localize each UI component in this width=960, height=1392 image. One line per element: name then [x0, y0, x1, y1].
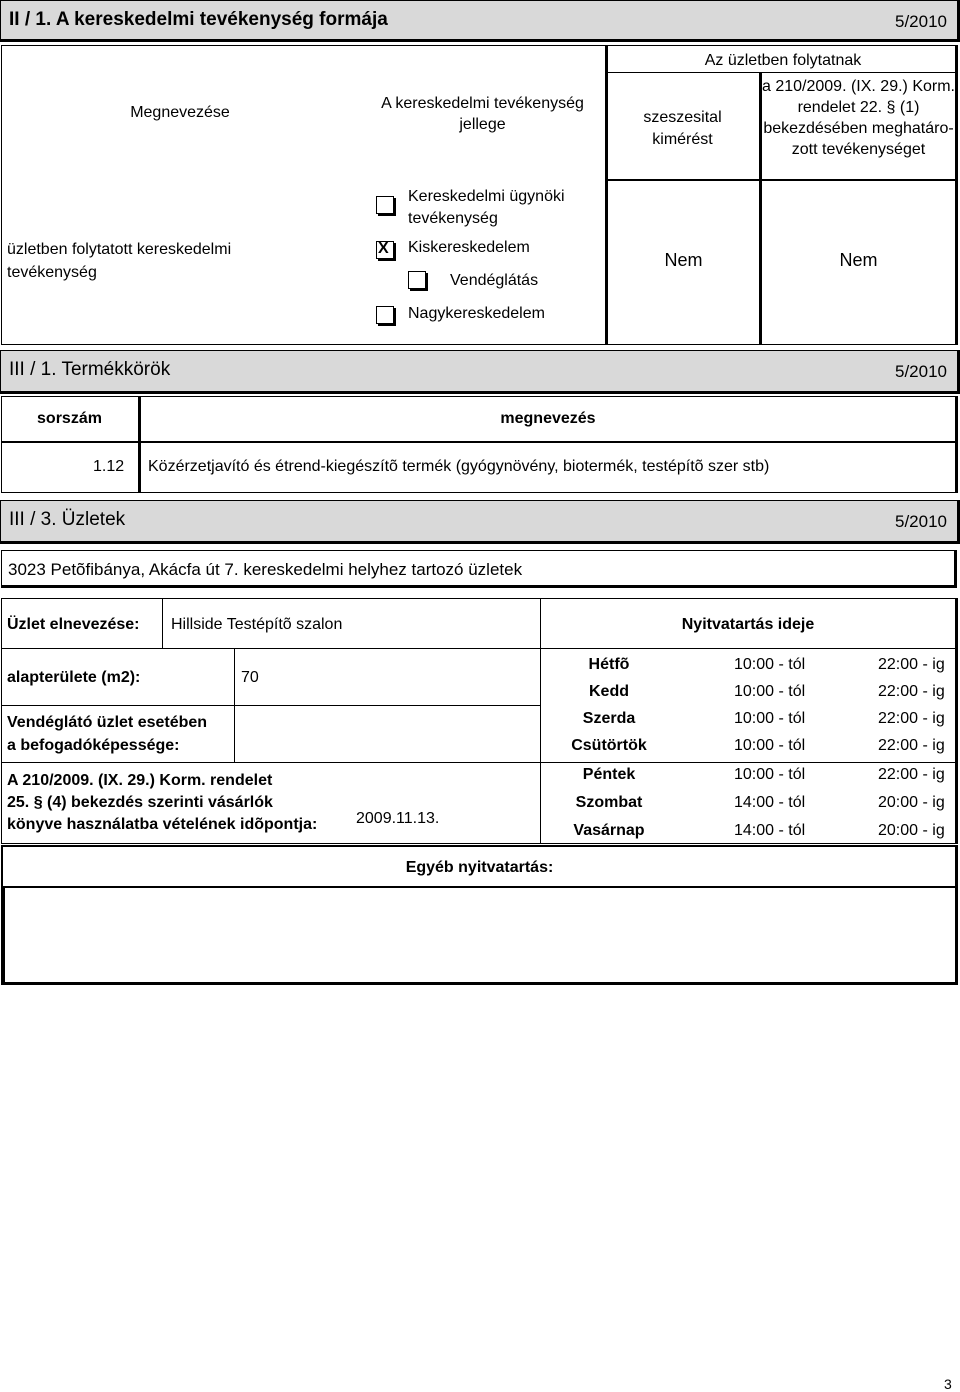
- section-shops-header: [0, 500, 960, 544]
- option-wholesale-checkbox[interactable]: [376, 306, 394, 324]
- products-col-name: megnevezés: [500, 410, 596, 427]
- option-wholesale-label: Nagykereskedelem: [408, 305, 545, 322]
- hours-day-sun: Vasárnap: [573, 822, 645, 839]
- hours-to-fri: 22:00 - ig: [878, 766, 945, 783]
- option-agent-label: Kereskedelmi ügynöki tevékenység: [408, 188, 565, 227]
- section-form-title: II / 1. A kereskedelmi tevékenység formája: [9, 9, 388, 30]
- hours-to-thu: 22:00 - ig: [878, 737, 945, 754]
- opening-hours-title: Nyitvatartás ideje: [681, 616, 815, 633]
- book-label-3: könyve használatba vételének idõpontja:: [7, 816, 318, 833]
- hours-to-tue: 22:00 - ig: [878, 683, 945, 700]
- page-number: 3: [944, 1376, 952, 1392]
- section-shops-title: III / 3. Üzletek: [9, 509, 126, 530]
- section-products-year: 5/2010: [895, 362, 947, 381]
- hours-to-sun: 20:00 - ig: [878, 822, 945, 839]
- col-alcohol-header: szeszesital kimérést: [643, 109, 722, 148]
- hours-from-mon: 10:00 - tól: [734, 656, 806, 673]
- option-catering-label: Vendéglátás: [450, 272, 539, 289]
- capacity-label-1: Vendéglátó üzlet esetében: [7, 714, 208, 731]
- col-name-header: Megnevezése: [130, 104, 230, 121]
- capacity-label-2: a befogadóképessége:: [7, 737, 180, 754]
- hours-day-sat: Szombat: [575, 794, 643, 811]
- col-regulation-header: a 210/2009. (IX. 29.) Korm. rendelet 22. § (1) bekezdésében meghatáro- zott tevékenységet: [762, 78, 955, 158]
- area-label: alapterülete (m2):: [7, 669, 141, 686]
- book-label-1: A 210/2009. (IX. 29.) Korm. rendelet: [7, 772, 273, 789]
- hours-from-thu: 10:00 - tól: [734, 737, 806, 754]
- shop-name-value: Hillside Testépítõ szalon: [171, 616, 343, 633]
- area-value: 70: [241, 669, 259, 686]
- products-row-no: 1.12: [93, 458, 125, 475]
- hours-day-thu: Csütörtök: [571, 737, 647, 754]
- hours-day-tue: Kedd: [589, 683, 629, 700]
- book-date-value: 2009.11.13.: [356, 810, 440, 827]
- hours-day-mon: Hétfõ: [588, 656, 630, 673]
- other-hours-label: Egyéb nyitvatartás:: [405, 859, 554, 876]
- option-retail-checkbox[interactable]: X: [376, 241, 394, 259]
- hours-day-wed: Szerda: [582, 710, 636, 727]
- hours-from-tue: 10:00 - tól: [734, 683, 806, 700]
- hours-to-sat: 20:00 - ig: [878, 794, 945, 811]
- hours-from-fri: 10:00 - tól: [734, 766, 806, 783]
- hours-from-sat: 14:00 - tól: [734, 794, 806, 811]
- section-products-header: [0, 350, 960, 394]
- option-agent-checkbox[interactable]: [376, 196, 394, 214]
- hours-from-sun: 14:00 - tól: [734, 822, 806, 839]
- hours-from-wed: 10:00 - tól: [734, 710, 806, 727]
- row-name: üzletben folytatott kereskedelmi tevékenység: [7, 241, 232, 281]
- products-col-no: sorszám: [37, 410, 102, 427]
- shop-name-label: Üzlet elnevezése:: [7, 616, 140, 633]
- hours-to-mon: 22:00 - ig: [878, 656, 945, 673]
- alcohol-value: Nem: [664, 250, 703, 270]
- option-retail-label: Kiskereskedelem: [408, 239, 530, 256]
- hours-to-wed: 22:00 - ig: [878, 710, 945, 727]
- address-box: [1, 550, 957, 588]
- book-label-2: 25. § (4) bekezdés szerinti vásárlók: [7, 794, 273, 811]
- products-row-name: Közérzetjavító és étrend-kiegészítõ termék (gyógynövény, biotermék, testépítõ szer stb): [148, 458, 770, 475]
- col-nature-header: A kereskedelmi tevékenység jellege: [381, 95, 584, 133]
- shop-address: 3023 Petõfibánya, Akácfa út 7. kereskedelmi helyhez tartozó üzletek: [8, 560, 523, 579]
- col-group-header: Az üzletben folytatnak: [704, 52, 862, 69]
- section-shops-year: 5/2010: [895, 512, 947, 531]
- section-products-title: III / 1. Termékkörök: [9, 359, 171, 380]
- hours-day-fri: Péntek: [582, 766, 636, 783]
- section-form-header: [0, 0, 960, 42]
- section-form-year: 5/2010: [895, 12, 947, 31]
- option-catering-checkbox[interactable]: [408, 271, 426, 289]
- regulation-value: Nem: [839, 250, 878, 270]
